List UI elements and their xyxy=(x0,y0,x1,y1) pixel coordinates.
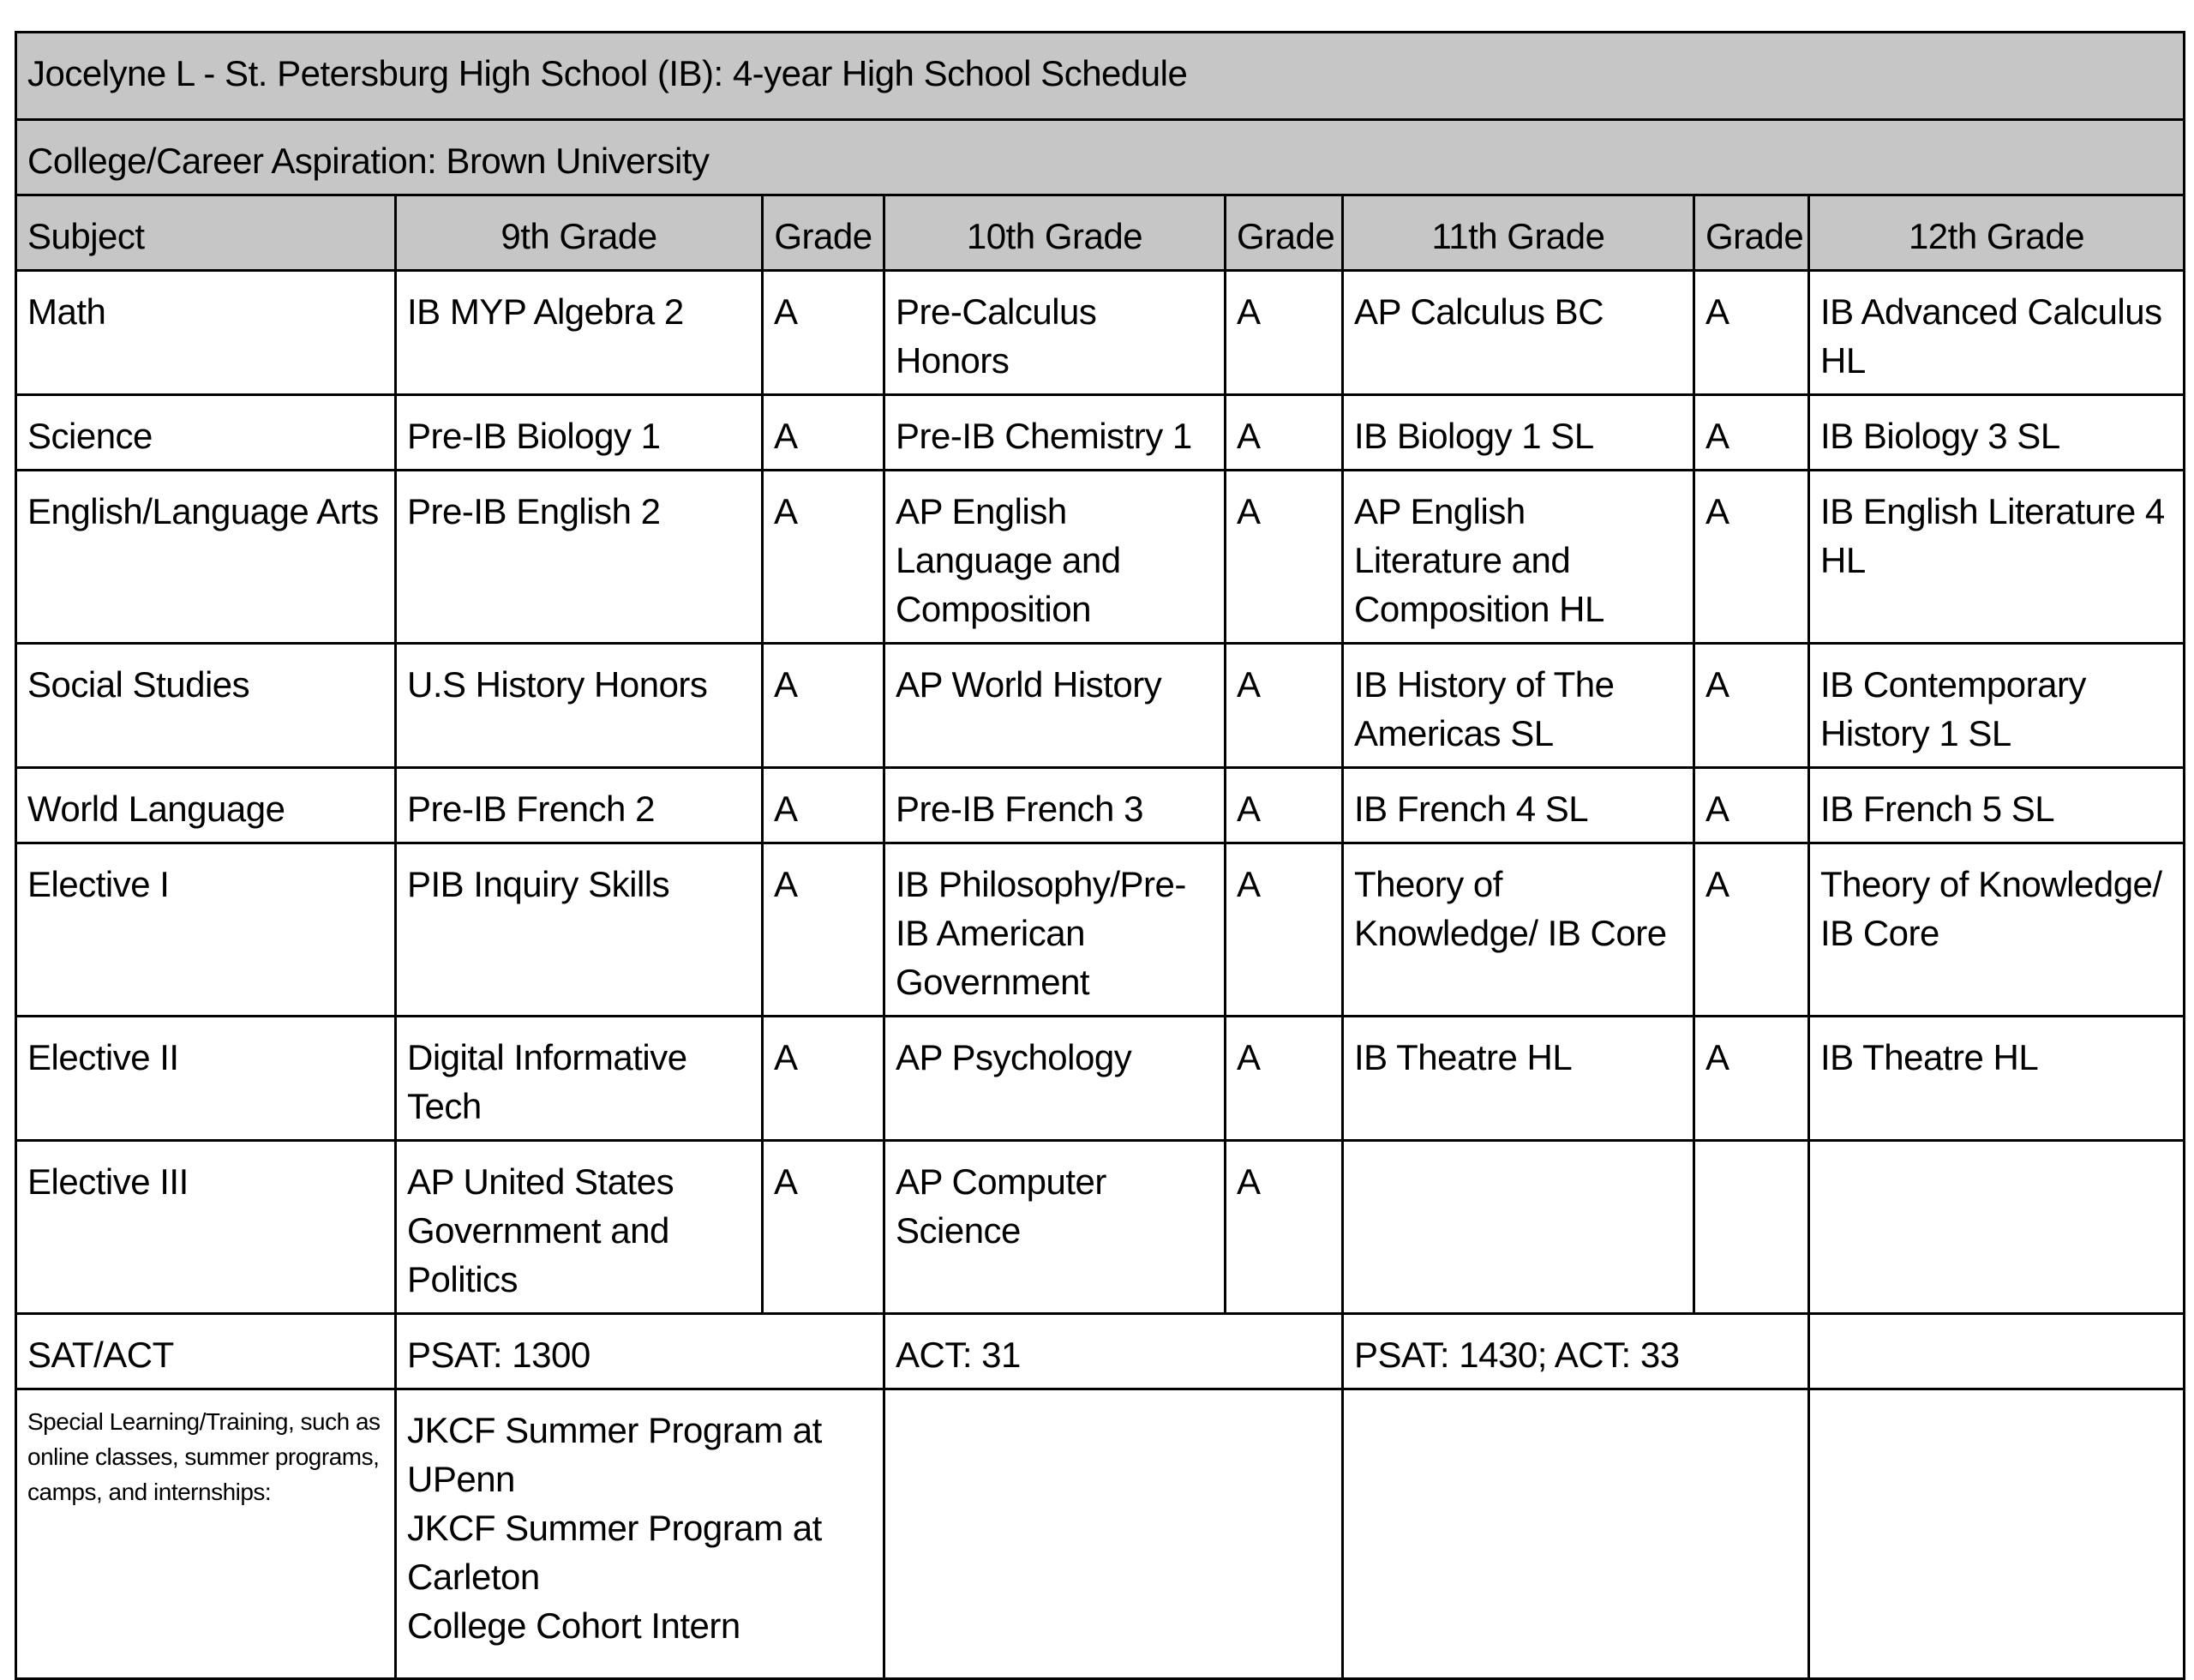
subject-cell: World Language xyxy=(16,768,396,843)
course-cell: IB Advanced Calculus HL xyxy=(1809,271,2185,395)
sat-act-9th: PSAT: 1300 xyxy=(396,1314,884,1389)
course-cell: IB French 5 SL xyxy=(1809,768,2185,843)
course-cell: IB Philosophy/Pre-IB American Government xyxy=(884,843,1226,1017)
course-cell: Digital Informative Tech xyxy=(396,1017,763,1141)
subject-cell: Math xyxy=(16,271,396,395)
grade-cell: A xyxy=(1226,644,1343,768)
grade-cell: A xyxy=(1694,395,1809,471)
schedule-table xyxy=(15,31,2185,1680)
course-cell: AP United States Government and Politics xyxy=(396,1141,763,1314)
special-learning-12th xyxy=(1809,1389,2185,1679)
header-10th-grade: 10th Grade xyxy=(884,195,1226,271)
grade-cell: A xyxy=(763,644,884,768)
course-cell: IB English Literature 4 HL xyxy=(1809,471,2185,644)
course-cell: IB History of The Americas SL xyxy=(1343,644,1694,768)
grade-cell: A xyxy=(1694,1017,1809,1141)
page-title: Jocelyne L - St. Petersburg High School (IB): 4-year High School Schedule xyxy=(16,33,2185,120)
course-cell: IB French 4 SL xyxy=(1343,768,1694,843)
course-cell: IB Biology 3 SL xyxy=(1809,395,2185,471)
course-cell: IB Theatre HL xyxy=(1809,1017,2185,1141)
grade-cell: A xyxy=(1694,843,1809,1017)
course-cell: IB Biology 1 SL xyxy=(1343,395,1694,471)
course-cell: AP English Language and Composition xyxy=(884,471,1226,644)
course-cell: Pre-IB Biology 1 xyxy=(396,395,763,471)
subject-cell: Elective II xyxy=(16,1017,396,1141)
special-learning-row xyxy=(16,1389,2185,1679)
grade-cell: A xyxy=(763,471,884,644)
course-cell: Theory of Knowledge/ IB Core xyxy=(1809,843,2185,1017)
college-aspiration: College/Career Aspiration: Brown University xyxy=(16,120,2185,195)
sat-act-10th: ACT: 31 xyxy=(884,1314,1343,1389)
grade-cell: A xyxy=(763,843,884,1017)
table-row xyxy=(16,271,2185,395)
course-cell: AP World History xyxy=(884,644,1226,768)
grade-cell: A xyxy=(1226,1141,1343,1314)
special-item: JKCF Summer Program at UPenn xyxy=(407,1410,822,1499)
sat-act-12th xyxy=(1809,1314,2185,1389)
header-subject: Subject xyxy=(16,195,396,271)
course-cell: IB Theatre HL xyxy=(1343,1017,1694,1141)
header-row xyxy=(16,195,2185,271)
course-cell: AP Psychology xyxy=(884,1017,1226,1141)
subject-cell: Elective III xyxy=(16,1141,396,1314)
sat-act-11th: PSAT: 1430; ACT: 33 xyxy=(1343,1314,1809,1389)
course-cell: Pre-IB French 3 xyxy=(884,768,1226,843)
grade-cell: A xyxy=(1694,271,1809,395)
grade-cell: A xyxy=(763,271,884,395)
grade-cell: A xyxy=(1694,768,1809,843)
course-cell: Pre-IB French 2 xyxy=(396,768,763,843)
special-item: JKCF Summer Program at Carleton xyxy=(407,1508,822,1597)
course-cell: Pre-Calculus Honors xyxy=(884,271,1226,395)
header-grade-11: Grade xyxy=(1694,195,1809,271)
table-row xyxy=(16,768,2185,843)
course-cell: Theory of Knowledge/ IB Core xyxy=(1343,843,1694,1017)
header-11th-grade: 11th Grade xyxy=(1343,195,1694,271)
grade-cell: A xyxy=(1226,471,1343,644)
subject-cell: Science xyxy=(16,395,396,471)
course-cell: Pre-IB English 2 xyxy=(396,471,763,644)
grade-cell: A xyxy=(1226,271,1343,395)
course-cell: PIB Inquiry Skills xyxy=(396,843,763,1017)
grade-cell xyxy=(1694,1141,1809,1314)
table-row xyxy=(16,471,2185,644)
course-cell: AP English Literature and Composition HL xyxy=(1343,471,1694,644)
course-cell xyxy=(1809,1141,2185,1314)
grade-cell: A xyxy=(1226,395,1343,471)
subject-cell: English/Language Arts xyxy=(16,471,396,644)
course-cell: IB MYP Algebra 2 xyxy=(396,271,763,395)
grade-cell: A xyxy=(1226,768,1343,843)
grade-cell: A xyxy=(1226,843,1343,1017)
header-grade-9: Grade xyxy=(763,195,884,271)
course-cell: AP Computer Science xyxy=(884,1141,1226,1314)
header-12th-grade: 12th Grade xyxy=(1809,195,2185,271)
table-row xyxy=(16,843,2185,1017)
header-grade-10: Grade xyxy=(1226,195,1343,271)
special-learning-10th xyxy=(884,1389,1343,1679)
special-item: College Cohort Intern xyxy=(407,1605,740,1646)
course-cell: Pre-IB Chemistry 1 xyxy=(884,395,1226,471)
grade-cell: A xyxy=(763,768,884,843)
course-cell xyxy=(1343,1141,1694,1314)
course-cell: U.S History Honors xyxy=(396,644,763,768)
special-learning-11th xyxy=(1343,1389,1809,1679)
grade-cell: A xyxy=(763,1017,884,1141)
sat-act-label: SAT/ACT xyxy=(16,1314,396,1389)
special-learning-label: Special Learning/Training, such as online classes, summer programs, camps, and internships: xyxy=(16,1389,396,1679)
course-cell: AP Calculus BC xyxy=(1343,271,1694,395)
grade-cell: A xyxy=(763,395,884,471)
header-9th-grade: 9th Grade xyxy=(396,195,763,271)
sat-act-row xyxy=(16,1314,2185,1389)
course-cell: IB Contemporary History 1 SL xyxy=(1809,644,2185,768)
grade-cell: A xyxy=(1226,1017,1343,1141)
table-row xyxy=(16,644,2185,768)
grade-cell: A xyxy=(763,1141,884,1314)
table-row xyxy=(16,395,2185,471)
grade-cell: A xyxy=(1694,644,1809,768)
grade-cell: A xyxy=(1694,471,1809,644)
subject-cell: Elective I xyxy=(16,843,396,1017)
table-row xyxy=(16,1141,2185,1314)
subject-cell: Social Studies xyxy=(16,644,396,768)
table-row xyxy=(16,1017,2185,1141)
special-learning-9th xyxy=(396,1389,884,1679)
